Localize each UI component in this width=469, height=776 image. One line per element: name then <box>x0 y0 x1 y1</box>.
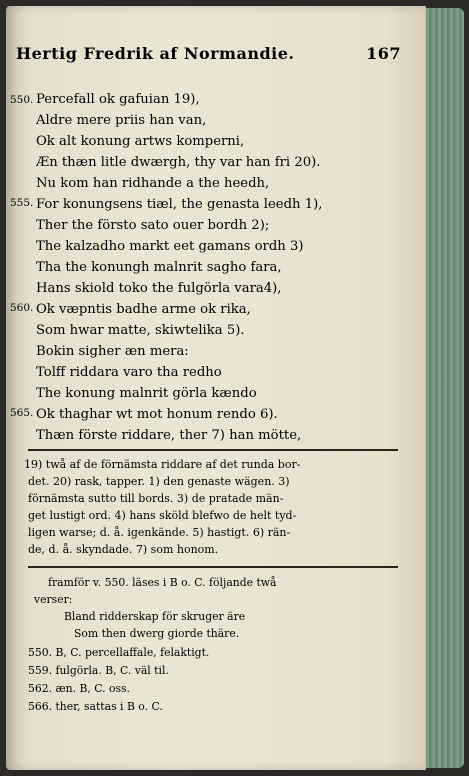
footnote-line: förnämsta sutto till bords. 3) de pratade män- <box>28 492 284 505</box>
variant-line: verser: <box>34 593 73 606</box>
verse-line: Ther the försto sato ouer bordh 2); <box>36 218 270 233</box>
variants-rule <box>28 566 398 568</box>
footnote-line: 19) twå af de förnämsta riddare af det runda bor- <box>24 458 301 471</box>
verse-line: 550. Percefall ok gafuian 19), <box>10 92 200 107</box>
verse-line: The kalzadho markt eet gamans ordh 3) <box>36 239 304 254</box>
verse-line: Bokin sigher æn mera: <box>36 344 189 359</box>
variant-line: Bland ridderskap för skruger äre <box>64 610 246 623</box>
page-block-edge <box>420 8 464 768</box>
variant-line: 562. æn. B, C. oss. <box>28 682 130 695</box>
verse-line: Æn thæn litle dwærgh, thy var han fri 20). <box>36 155 321 170</box>
book-page <box>6 6 426 770</box>
verse-line: The konung malnrit görla kændo <box>36 386 257 401</box>
verse-line: Hans skiold toko the fulgörla vara4), <box>36 281 282 296</box>
running-header <box>16 44 401 72</box>
verse-line: Ok alt konung artws komperni, <box>36 134 245 149</box>
verse-line: Tolff riddara varo tha redho <box>36 365 222 380</box>
footnote-line: ligen warse; d. å. igenkände. 5) hastigt. 6) rän- <box>28 526 291 539</box>
verse-line: 555. For konungsens tiæl, the genasta leedh 1), <box>10 197 323 212</box>
verse-line: Thæn förste riddare, ther 7) han mötte, <box>36 428 302 443</box>
verse-line: Tha the konungh malnrit sagho fara, <box>36 260 282 275</box>
verse-line: 560. Ok væpntis badhe arme ok rika, <box>10 302 251 317</box>
header-title: Hertig Fredrik af Normandie. <box>16 44 295 63</box>
verse-line: Som hwar matte, skiwtelika 5). <box>36 323 245 338</box>
footnote-rule <box>28 449 398 451</box>
variant-line: 566. ther, sattas i B o. C. <box>28 700 163 713</box>
footnote-line: det. 20) rask, tapper. 1) den genaste wägen. 3) <box>28 475 290 488</box>
variant-line: 550. B, C. percellaffale, felaktigt. <box>28 646 210 659</box>
variant-line: framför v. 550. läses i B o. C. följande twå <box>48 576 277 589</box>
variant-line: Som then dwerg giorde thäre. <box>74 627 240 640</box>
footnote-line: de, d. å. skyndade. 7) som honom. <box>28 543 219 556</box>
page-number: 167 <box>366 44 401 63</box>
verse-line: 565. Ok thaghar wt mot honum rendo 6). <box>10 407 278 422</box>
verse-line: Nu kom han ridhande a the heedh, <box>36 176 270 191</box>
variant-line: 559. fulgörla. B, C. väl til. <box>28 664 169 677</box>
verse-line: Aldre mere priis han van, <box>36 113 207 128</box>
footnote-line: get lustigt ord. 4) hans sköld blefwo de helt tyd- <box>28 509 297 522</box>
